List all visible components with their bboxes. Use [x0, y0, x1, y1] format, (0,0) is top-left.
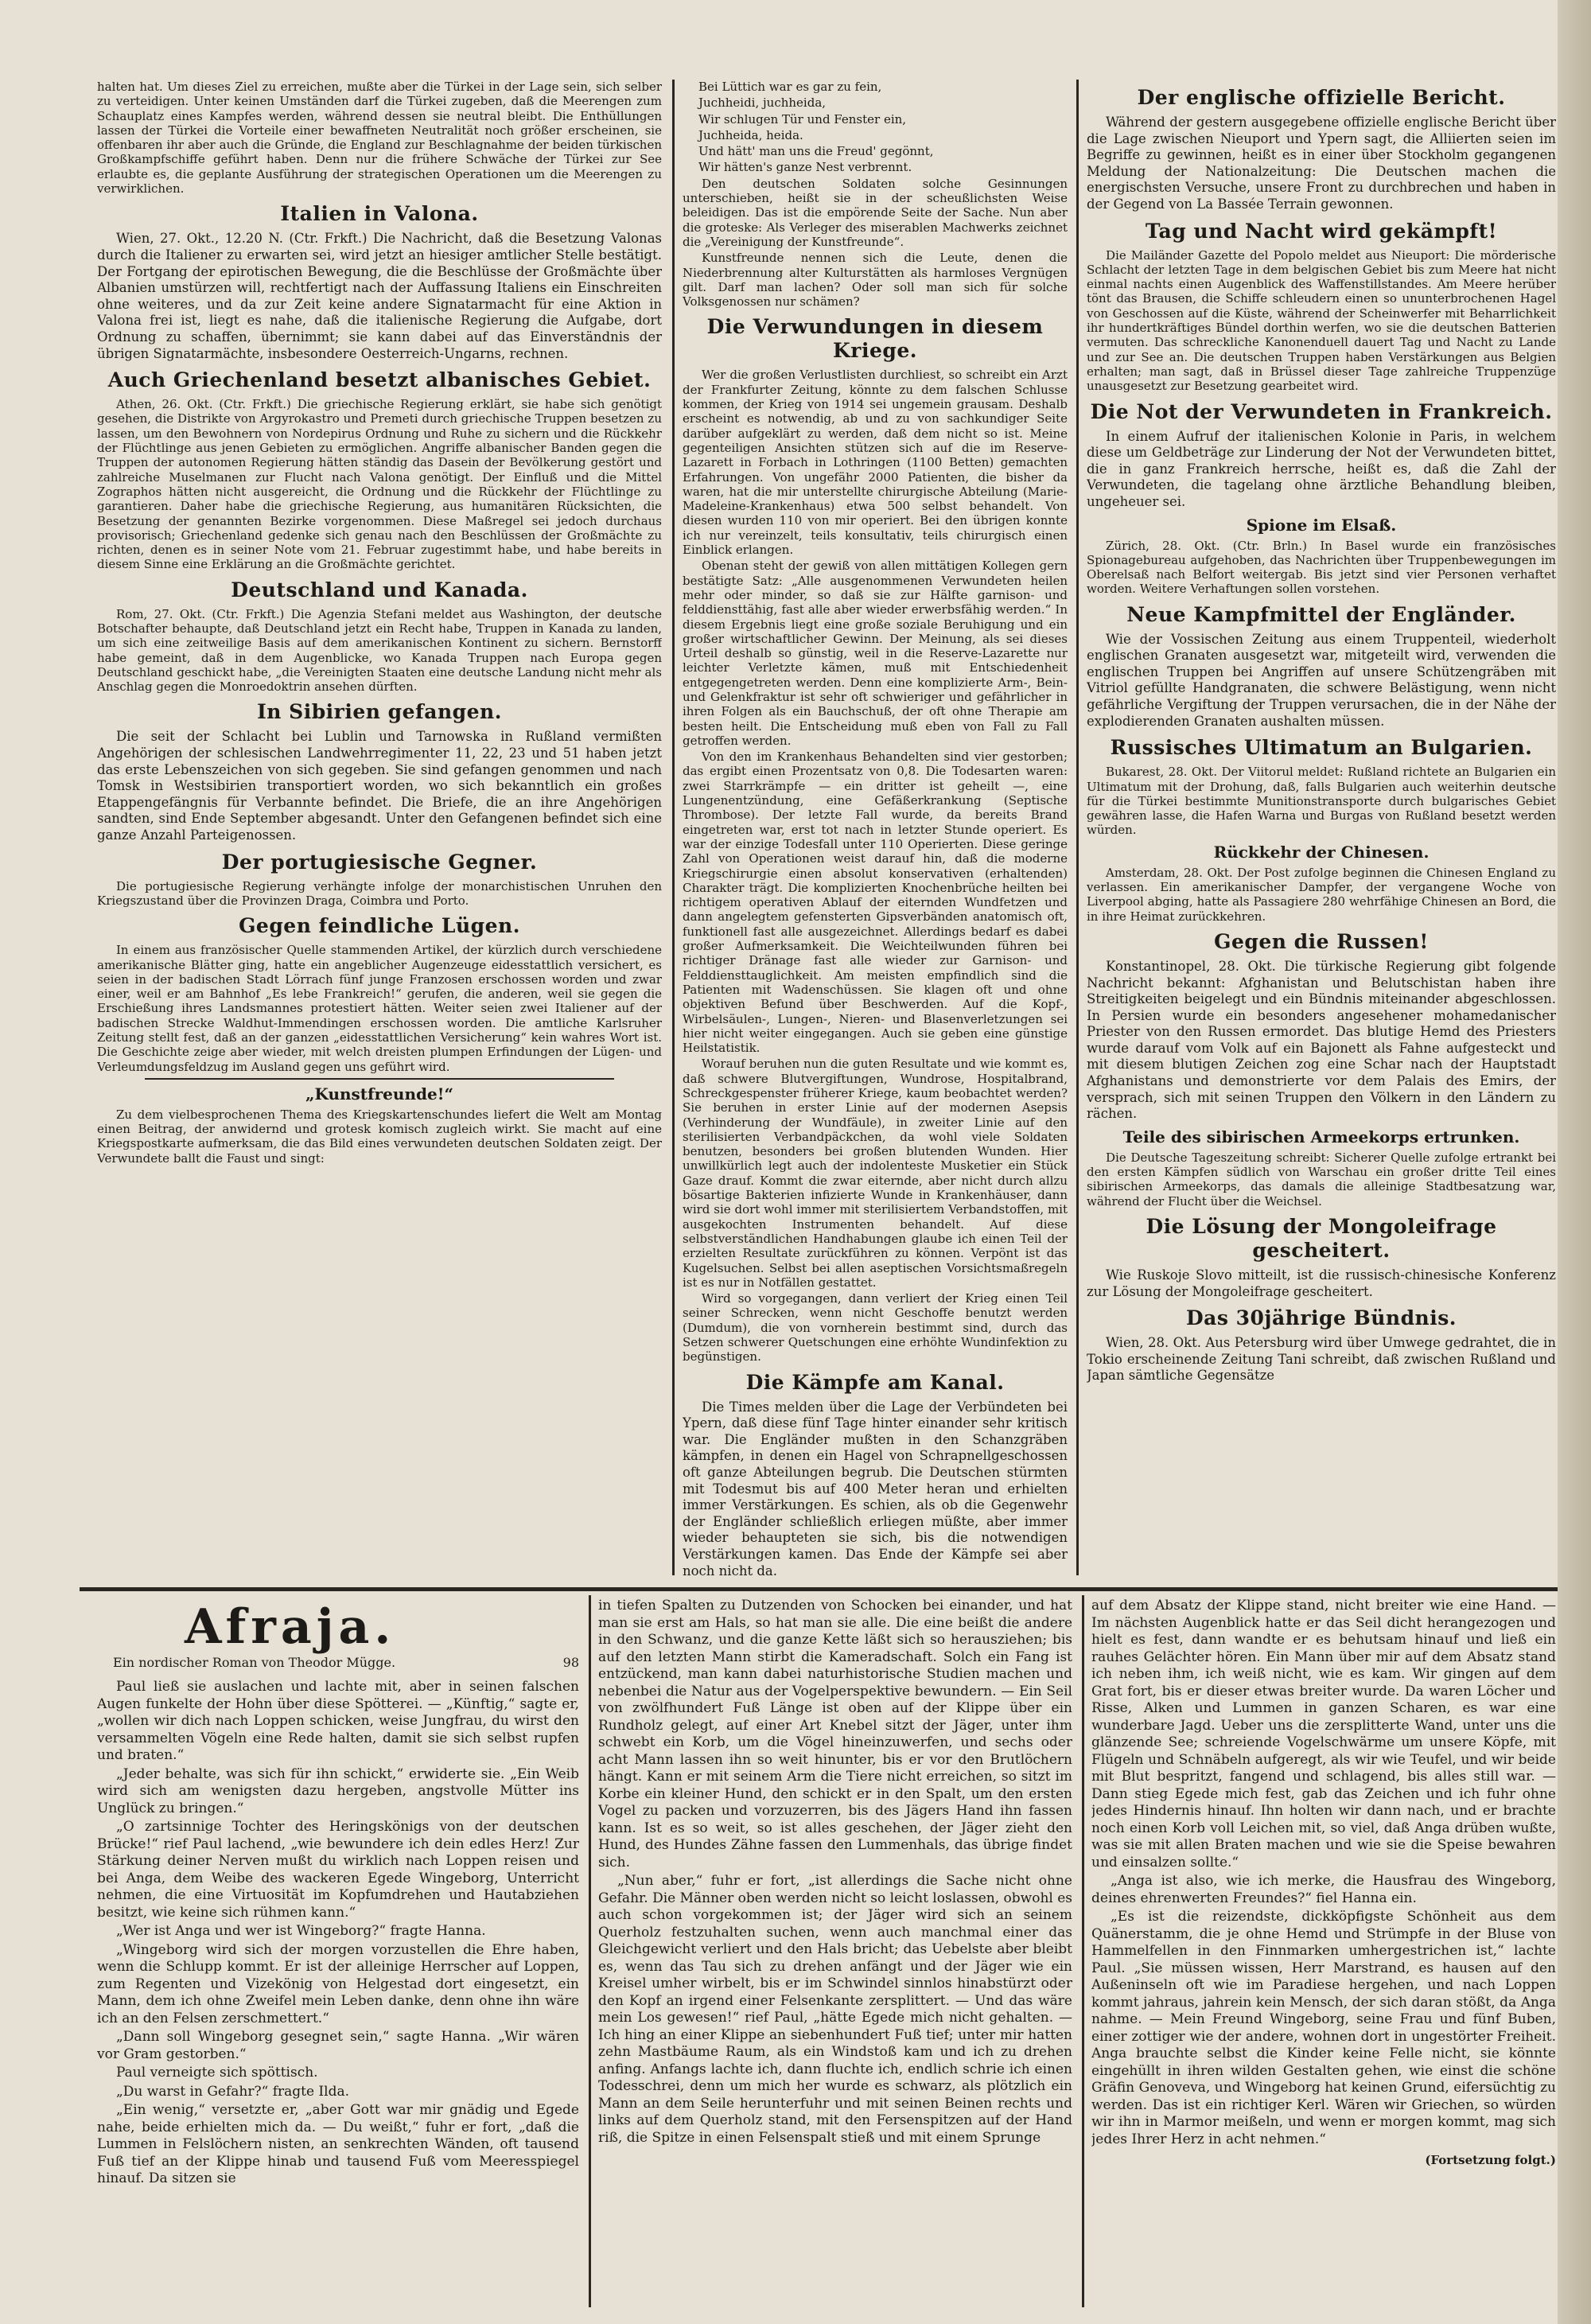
- article-paragraph: Wer die großen Verlustlisten durchliest, so schreibt ein Arzt der Frankfurter Zeitung, könnte zu dem falschen Schlusse kommen, der Krieg von 1914 sei ungemein grausam. Deshalb erscheint es notwendig, ab und zu von sachkundiger Seite darüber aufgeklärt zu werden, daß dem nicht so ist. Meine gegenteiligen Ansichten stützen sich auf die im Reserve-Lazarett in Forbach in Lothringen (1100 Betten) gemachten Erfahrungen. Von ungefähr 2000 Patienten, die bisher da waren, hat die mir unterstellte chirurgische Abteilung (Marie-Madeleine-Krankenhaus) etwa 500 selbst behandelt. Von diesen wurden 110 von mir operiert. Bei den übrigen konnte ich nur vereinzelt, teils konsultativ, teils chirurgisch einen Einblick erlangen.: [683, 368, 1068, 558]
- article-paragraph: Wie der Vossischen Zeitung aus einem Truppenteil, wiederholt englischen Granaten ausgesetzt war, mitgeteilt wird, verwenden die englischen Truppen bei Angriffen auf unsere Schützengräben mit Vitriol gefüllte Handgranaten, die schwere Belästigung, wenn nicht gefährliche Vergiftung der Truppen verursachen, die in der Nähe der explodierenden Granaten aushalten müssen.: [1087, 631, 1556, 729]
- article-paragraph: halten hat. Um dieses Ziel zu erreichen, mußte aber die Türkei in der Lage sein, sich selber zu verteidigen. Unter keinen Umständen darf die Türkei zugeben, daß die Meerengen zum Schauplatz eines Kampfes werden, während dessen sie neutral bleibt. Die Enthüllungen lassen der Türkei die Vorteile einer bewaffneten Neutralität noch größer erscheinen, sie offenbaren ihr aber auch die Gründe, die England zur Beschlagnahme der beiden türkischen Großkampfschiffe geführt haben. Denn nur die frühere Schwäche der Türkei zur See erlaubte es, die geplante Ausführung der strategischen Operationen um die Meerengen zu verwirklichen.: [97, 80, 662, 197]
- feuilleton-column-1: [97, 1598, 579, 2314]
- news-column-3: [1087, 80, 1556, 1579]
- article-subheadline: „Kunstfreunde!“: [305, 1084, 453, 1104]
- feuilleton-column-2: [598, 1598, 1072, 2314]
- article-paragraph: Den deutschen Soldaten solche Gesinnungen unterschieben, heißt sie in der scheußlichsten Weise beleidigen. Das ist die empörende Seite der Sache. Nun aber die groteske: Als Verleger des miserablen Machwerks zeichnet die „Vereinigung der Kunstfreunde“.: [683, 176, 1068, 249]
- feuilleton-title: Afraja.: [185, 1599, 396, 1655]
- section-divider: [145, 1078, 614, 1080]
- article-paragraph: Die Mailänder Gazette del Popolo meldet aus Nieuport: Die mörderische Schlacht der letzten Tage in dem belgischen Gebiet bis zum Meere hat nicht einmal nachts einen Augenblick des Waffenstillstandes. Am Meere herüber tönt das Brausen, die Schiffe schleudern einen so ununterbrochenen Hagel von Geschossen auf die Küste, während der Scheinwerfer mit Beharrlichkeit ihr hundertkräftiges Bündel dorthin werfen, wo sie die deutschen Batterien vermuten. Das schreckliche Kanonenduell dauert Tag und Nacht zu Lande und zur See an. Die deutschen Truppen haben Verstärkungen aus Belgien erhalten; man sagt, daß in Brüssel dieser Tage zahlreiche Truppenzüge unausgesetzt zur Besetzung gearbeitet wird.: [1087, 247, 1556, 394]
- article-headline: Gegen die Russen!: [1214, 929, 1429, 953]
- article-paragraph: Wird so vorgegangen, dann verliert der Krieg einen Teil seiner Schrecken, wenn nicht Geschoffe benutzt werden (Dumdum), die von vornherein bestimmt sind, durch das Setzen schwerer Quetschungen eine erhöhte Wundinfektion zu begünstigen.: [683, 1291, 1068, 1364]
- article-paragraph: Die Deutsche Tageszeitung schreibt: Sicherer Quelle zufolge ertrankt bei den ersten Kämpfen südlich von Warschau ein großer dritte Teil eines sibirischen Armeekorps, das damals die alleinige Stadtbesatzung war, während der Flucht über die Weichsel.: [1087, 1150, 1556, 1209]
- novel-paragraph: in tiefen Spalten zu Dutzenden von Schocken bei einander, und hat man sie erst am Hals, so hat man sie alle. Die eine beißt die andere in den Schwanz, und die ganze Kette läßt sich so herausziehen; bis auf den letzten Mann stirbt die Kameradschaft. Solch ein Fang ist entzückend, man kann dabei naturhistorische Studien machen und nebenbei die Natur aus der Vogelperspektive bewundern. — Ein Seil von zwölfhundert Fuß Länge ist oben auf der Klippe über ein Rundholz gelegt, auf einer Art Knebel sitzt der Jäger, unter ihm schwebt ein Korb, um die Vögel hineinzuwerfen, und sechs oder acht Mann lassen ihn so weit hinunter, bis er vor den Brutlöchern hängt. Kann er mit seinem Arm die Tiere nicht erreichen, so sitzt im Korbe ein kleiner Hund, den schickt er in den Spalt, um den ersten Vogel zu packen und vorzuzerren, bis des Jägers Hand ihn fassen kann. Ist es so weit, so ist alles geschehen, der Jäger zieht den Hund, des Hundes Zähne fassen den Lummenhals, das übrige findet sich.: [598, 1598, 1072, 1870]
- continuation-note: (Fortsetzung folgt.): [1425, 2153, 1556, 2167]
- article-paragraph: Wien, 28. Okt. Aus Petersburg wird über Umwege gedrahtet, die in Tokio erscheinende Zeitung Tani schreibt, daß zwischen Rußland und Japan sämtliche Gegensätze: [1087, 1335, 1556, 1384]
- article-paragraph: Athen, 26. Okt. (Ctr. Frkft.) Die griechische Regierung erklärt, sie habe sich genötigt gesehen, die Distrikte von Argyrokastro und Premeti durch griechische Truppen besetzen zu lassen, um den Bewohnern von Nordepirus Ordnung und Ruhe zu sichern und die Rückkehr der Flüchtlinge aus jenen Gebieten zu ermöglichen. Angriffe albanischer Banden gegen die Truppen der autonomen Regierung hätten ständig das Dasein der Bevölkerung gestört und zahlreiche Muselmanen zur Flucht nach Valona genötigt. Der Einfluß und die Mittel Zographos hätten nicht ausgereicht, die Ordnung und die Rückkehr der Flüchtlinge zu garantieren. Daher habe die griechische Regierung, aus humanitären Rücksichten, die Besetzung der genannten Bezirke vorgenommen. Diese Maßregel sei jedoch durchaus provisorisch; Griechenland gedenke sich genau nach den Beschlüssen der Großmächte zu richten, denen es in seiner Note vom 21. Februar zugestimmt habe, und habe bereits in diesem Sinne eine Erklärung an die Großmächte gerichtet.: [97, 397, 662, 572]
- article-headline: Der englische offizielle Bericht.: [1137, 86, 1506, 109]
- article-paragraph: Die portugiesische Regierung verhängte infolge der monarchistischen Unruhen den Kriegszustand über die Provinzen Draga, Coimbra und Porto.: [97, 878, 662, 908]
- feuilleton-subtitle: Ein nordischer Roman von Theodor Mügge.: [113, 1655, 396, 1670]
- article-paragraph: In einem aus französischer Quelle stammenden Artikel, der kürzlich durch verschiedene amerikanische Blätter ging, hatte ein angeblicher Augenzeuge eidesstattlich versichert, es seien in der badischen Stadt Lörrach fünf junge Franzosen erschossen worden und zwar einer, weil er am Bahnhof „Es lebe Frankreich!“ gerufen, die anderen, weil sie gegen die Erschießung ihres Landsmannes protestiert hätten. Weiter seien zwei Italiener auf der badischen Strecke Waldhut-Immendingen erschossen worden. Die amtliche Karlsruher Zeitung stellt fest, daß an der ganzen „eidesstattlichen Versicherung“ kein wahres Wort ist. Die Geschichte zeige aber wieder, mit welch dreisten plumpen Erfindungen der Lügen- und Verleumdungsfeldzug im Ausland gegen uns geführt wird.: [97, 943, 662, 1074]
- article-paragraph: Wien, 27. Okt., 12.20 N. (Ctr. Frkft.) Die Nachricht, daß die Besetzung Valonas durch die Italiener zu erwarten sei, wird jetzt an hiesiger amtlicher Stelle bestätigt. Der Fortgang der epirotischen Bewegung, die die Beschlüsse der Großmächte über Albanien umstürzen will, rechtfertigt nach der Auffassung Italiens ein Einschreiten ohne weiteres, und da zur Zeit keine andere Signatarmacht für eine Aktion in Valona frei ist, liegt es nahe, daß die italienische Regierung die Aufgabe, dort Ordnung zu schaffen, übernimmt; sie kann dabei auf das Einverständnis der übrigen Signatarmächte, insbesondere Oesterreich-Ungarns, rechnen.: [97, 231, 662, 361]
- news-column-2: [683, 80, 1068, 1579]
- novel-paragraph: „Es ist die reizendste, dickköpfigste Schönheit aus dem Quänerstamm, die je ohne Hemd und Strümpfe in der Bluse von Hammelfellen in den Finnmarken umhergestrichen ist,“ lachte Paul. „Sie müssen wissen, Herr Marstrand, es hausen auf den Außeninseln oft wie im Paradiese hergehen, und nach Loppen kommt jahraus, jahrein kein Mensch, der sich daran stößt, da Anga nahme. — Mein Freund Wingeborg, seine Frau und fünf Buben, einer zottiger wie der andere, wohnen dort in ungestörter Freiheit. Anga brauchte selbst die Kinder keine Felle nicht, sie könnte eingehüllt in ihren wilden Gestalten gehen, wie einst die schöne Gräfin Genoveva, und Wingeborg hat keinen Grund, eifersüchtig zu werden. Das ist ein richtiger Kerl. Wären wir Griechen, so würden wir ihn in Marmor meißeln, und wenn er morgen kommt, mag sich jedes Ihrer Herz in acht nehmen.“: [1091, 1909, 1556, 2147]
- column-rule: [589, 1595, 591, 2307]
- novel-paragraph: „Wer ist Anga und wer ist Wingeborg?“ fragte Hanna.: [116, 1923, 486, 1939]
- novel-paragraph: „Ein wenig,“ versetzte er, „aber Gott war mir gnädig und Egede nahe, beide erhielten mich da. — Du weißt,“ fuhr er fort, „daß die Lummen in Felslöchern nisten, an senkrechten Wänden, oft tausend Fuß tief an der Klippe hinab und tausend Fuß vom Meeresspiegel hinauf. Da sitzen sie: [97, 2102, 579, 2186]
- article-headline: Deutschland und Kanada.: [231, 578, 528, 601]
- article-paragraph: Kunstfreunde nennen sich die Leute, denen die Niederbrennung alter Kulturstätten als harmloses Vergnügen gilt. Darf man lachen? Oder soll man sich für solche Volksgenossen nur schämen?: [683, 251, 1068, 309]
- feuilleton-column-3: [1091, 1598, 1556, 2314]
- novel-paragraph: „Jeder behalte, was sich für ihn schickt,“ erwiderte sie. „Ein Weib wird sich am wenigsten dazu hergeben, angstvolle Mütter ins Unglück zu bringen.“: [97, 1765, 579, 1816]
- article-paragraph: Konstantinopel, 28. Okt. Die türkische Regierung gibt folgende Nachricht bekannt: Afghanistan und Belutschistan haben ihre Streitigkeiten beigelegt und ein Bündnis miteinander abgeschlossen. In Persien wurde ein besonders angesehener mohamedanischer Priester von den Russen ermordet. Das blutige Hemd des Priesters wurde darauf vom Volk auf ein Bajonett als Fahne aufgesteckt und mit diesem blutigen Zeichen zog eine Schar nach der Hauptstadt Afghanistans und demonstrierte vor dem Palais des Emirs, der versprach, sich mit seinen Truppen den Völkern in den Ländern zu rächen.: [1087, 958, 1556, 1122]
- article-headline: Der portugiesische Gegner.: [221, 850, 538, 874]
- article-headline: Russisches Ultimatum an Bulgarien.: [1110, 736, 1533, 760]
- article-paragraph: Zu dem vielbesprochenen Thema des Kriegskartenschundes liefert die Welt am Montag einen Beitrag, der anwidernd und grotesk komisch zugleich wirkt. Sie macht auf eine Kriegspostkarte aufmerksam, die das Bild eines verwundeten deutschen Soldaten zeigt. Der Verwundete ballt die Faust und singt:: [97, 1107, 662, 1166]
- article-headline: Neue Kampfmittel der Engländer.: [1126, 602, 1516, 626]
- column-rule: [672, 80, 675, 1575]
- article-paragraph: Wie Ruskoje Slovo mitteilt, ist die russisch-chinesische Konferenz zur Lösung der Mongoleifrage gescheitert.: [1087, 1267, 1556, 1299]
- novel-paragraph: „Nun aber,“ fuhr er fort, „ist allerdings die Sache nicht ohne Gefahr. Die Männer oben werden nicht so leicht loslassen, obwohl es auch schon vorgekommen ist; der Jäger wird sich an seinem Querholz festzuhalten suchen, wenn auch manchmal einer das Gleichgewicht verliert und den Hals bricht; das Uebelste aber bleibt es, wenn das Tau sich zu drehen anfängt und der Jäger wie ein Kreisel umher wirbelt, bis er im Schwindel sinnlos hinabstürzt oder den Kopf an irgend einer Felsenkante zersplittert. — Und das wäre mein Los gewesen!“ rief Paul, „hätte Egede mich nicht gehalten. — Ich hing an einer Klippe an siebenhundert Fuß tief; unter mir hatten zehn Mastbäume Raum, als ein Windstoß kam und ich zu drehen anfing. Anfangs lachte ich, dann fluchte ich, endlich schrie ich einen Todesschrei, denn um mich her wurde es schwarz, als plötzlich ein Mann an dem Seile herunterfuhr und mit seinen Beinen rechts und links auf dem Querholz stand, mit den Fersenspitzen auf der Hand riß, die Spitze in einen Felsenspalt stieß und mit einem Sprunge: [598, 1873, 1072, 2146]
- verse-line: Juchheidi, juchheida,: [698, 95, 827, 111]
- article-headline: Die Not der Verwundeten in Frankreich.: [1090, 399, 1553, 423]
- article-paragraph: Obenan steht der gewiß von allen mittätigen Kollegen gern bestätigte Satz: „Alle ausgenommenen Verwundeten heilen mehr oder minder, so daß sie zur Hälfte garnison- und felddiensttähig, fast alle aber wieder erwerbsfähig werden.“ In diesem Ergebnis liegt eine große soziale Beruhigung und ein großer wirtschaftlicher Gewinn. Der Meinung, als sei dieses Urteil deshalb so günstig, weil in die Reserve-Lazarette nur leichter Verletzte kämen, muß mit Entschiedenheit entgegengetreten werden. Denn eine komplizierte Arm-, Bein- und Gelenkfraktur ist sehr oft schwieriger und gefährlicher in ihren Folgen als ein Bauchschuß, der oft ohne Therapie am besten heilt. Die Entscheidung muß eben von Fall zu Fall getroffen werden.: [683, 559, 1068, 748]
- article-paragraph: Die seit der Schlacht bei Lublin und Tarnowska in Rußland vermißten Angehörigen der schlesischen Landwehrregimenter 11, 22, 23 und 51 haben jetzt das erste Lebenszeichen von sich gegeben. Sie sind gefangen genommen und nach Tomsk in Westsibirien transportiert worden, wo sich bekanntlich ein großes Etappengefängnis für Verbannte befindet. Die Briefe, die an ihre Angehörigen sandten, sind Ende September abgesandt. Unter den Gefangenen befindet sich eine ganze Anzahl Parteigenossen.: [97, 729, 662, 843]
- novel-paragraph: „Du warst in Gefahr?“ fragte Ilda.: [116, 2083, 350, 2100]
- article-paragraph: In einem Aufruf der italienischen Kolonie in Paris, in welchem diese um Geldbeträge zur Linderung der Not der Verwundeten bittet, die in ganz Frankreich herrsche, heißt es, daß die Zahl der Verwundeten, die tagelang ohne ärztliche Behandlung bleiben, ungeheuer sei.: [1087, 428, 1556, 509]
- verse-line: Bei Lüttich war es gar zu fein,: [698, 80, 882, 94]
- article-paragraph: Amsterdam, 28. Okt. Der Post zufolge beginnen die Chinesen England zu verlassen. Ein amerikanischer Dampfer, der vergangene Woche von Liverpool abging, hatte als Passagiere 280 wehrfähige Chinesen an Bord, die in ihre Heimat zurückkehren.: [1087, 865, 1556, 924]
- adjacent-page-edge: [1558, 0, 1591, 2324]
- article-paragraph: Rom, 27. Okt. (Ctr. Frkft.) Die Agenzia Stefani meldet aus Washington, der deutsche Botschafter behaupte, daß Deutschland jetzt ein Recht habe, Truppen in Kanada zu landen, um sich eine zeitweilige Basis auf dem amerikanischen Kontinent zu sichern. Bernstorff habe gemeint, daß in dem Augenblicke, wo Kanada Truppen nach Europa gegen Deutschland geschickt habe, „die Vereinigten Staaten eine deutsche Landung nicht mehr als Anschlag gegen die Monroedoktrin ansehen dürften.: [97, 606, 662, 695]
- column-rule: [1076, 80, 1079, 1575]
- article-subheadline: Teile des sibirischen Armeekorps ertrunken.: [1122, 1127, 1520, 1146]
- news-column-1: [97, 80, 662, 1579]
- article-headline: Die Lösung der Mongoleifrage gescheitert.: [1146, 1215, 1497, 1263]
- article-headline: Auch Griechenland besetzt albanisches Gebiet.: [107, 368, 652, 392]
- novel-paragraph: „O zartsinnige Tochter des Heringskönigs von der deutschen Brücke!“ rief Paul lachend, „wie bewundere ich dein edles Herz! Zur Stärkung deiner Nerven mußt du wirklich nach Loppen reisen und bei Anga, dem Weibe des wackeren Egede Wingeborg, Unterricht nehmen, die eine Virtuosität im Kopfumdrehen und Hautabziehen besitzt, wie keine sich rühmen kann.“: [97, 1819, 579, 1921]
- installment-number: 98: [562, 1655, 579, 1670]
- article-paragraph: Worauf beruhen nun die guten Resultate und wie kommt es, daß schwere Blutvergiftungen, Wundrose, Hospitalbrand, Schreckgespenster früherer Kriege, kaum beobachtet werden? Sie beruhen in erster Linie auf der modernen Asepsis (Verhinderung der Wundfäule), in zweiter Linie auf den sterilisierten Verbandpäckchen, da wohl viele Soldaten benutzen, besonders bei großen blutenden Wunden. Hier unwillkürlich legt auch der indolenteste Musketier ein Stück Gaze drauf. Kommt die zwar eiternde, aber nicht durch allzu bösartige Bakterien infizierte Wunde in Krankenhäuser, dann wird sie dort wohl immer mit sterilisiertem Verbandstoffen, mit ausgekochten Instrumenten behandelt. Auf diese selbstverständlichen Handhabungen glaube ich einen Teil der erzielten Resultate zurückführen zu können. Verpönt ist das Kugelsuchen. Selbst bei allen aseptischen Vorsichtsmaßregeln ist es nur in Notfällen gestattet.: [683, 1057, 1068, 1290]
- article-headline: Das 30jährige Bündnis.: [1185, 1306, 1457, 1330]
- article-subheadline: Spione im Elsaß.: [1246, 515, 1397, 535]
- novel-paragraph: auf dem Absatz der Klippe stand, nicht breiter wie eine Hand. — Im nächsten Augenblick hatte er das Seil dicht herangezogen und hielt es fest, dann wandte er es behutsam hinauf und ließ ein rauhes Gelächter hören. Ein Mann über mir auf dem Absatz stand ich neben ihm, ich weiß nicht, wie es kam. Wir gingen auf dem Grat fort, bis er dieser etwas breiter wurde. Da waren Löcher und Risse, Alken und Lummen in ganzen Scharen, es war eine wunderbare Jagd. Ueber uns die zersplitterte Wand, unter uns die glänzende See; schreiende Vogelschwärme um unsere Köpfe, mit Flügeln und Schnäbeln aufgeregt, als wir wie Teufel, und wir beide mit Blut bespritzt, fangend und schlagend, bis alles still war. — Dann stieg Egede mich fest, gab das Zeichen und ich fuhr ohne jedes Hindernis hinauf. Ihn holten wir dann nach, und er brachte noch einen Korb voll Leichen mit, so viel, daß Anga drüben wußte, was sie mit allen Braten machen und wie sie die Speise bewahren und einsalzen sollte.“: [1091, 1598, 1556, 1870]
- column-rule: [1082, 1595, 1084, 2307]
- article-paragraph: Zürich, 28. Okt. (Ctr. Brln.) In Basel wurde ein französisches Spionagebureau aufgehoben, das Nachrichten über Truppenbewegungen im Oberelsaß nach Belfort weitergab. Bis jetzt sind vier Personen verhaftet worden. Weitere Verhaftungen sollen vorstehen.: [1087, 538, 1556, 597]
- article-headline: Gegen feindliche Lügen.: [239, 914, 520, 938]
- article-paragraph: Während der gestern ausgegebene offizielle englische Bericht über die Lage zwischen Nieuport und Ypern sagt, die Alliierten seien im Begriffe zu gewinnen, heißt es in einer über Stockholm gegangenen Meldung der Nationalzeitung: Die Deutschen machen die energischsten Versuche, unsere Front zu durchbrechen und haben in der Gegend von La Bassée Terrain gewonnen.: [1087, 115, 1556, 212]
- novel-paragraph: „Anga ist also, wie ich merke, die Hausfrau des Wingeborg, deines ehrenwerten Freundes?“ fiel Hanna ein.: [1091, 1873, 1556, 1906]
- article-headline: Tag und Nacht wird gekämpft!: [1145, 219, 1498, 243]
- feuilleton-rule: [80, 1587, 1558, 1591]
- novel-paragraph: „Dann soll Wingeborg gesegnet sein,“ sagte Hanna. „Wir wären vor Gram gestorben.“: [97, 2029, 579, 2062]
- article-headline: Italien in Valona.: [280, 202, 479, 226]
- verse-line: Wir hätten's ganze Nest verbrennt.: [698, 160, 912, 175]
- article-headline: In Sibirien gefangen.: [257, 700, 502, 724]
- article-headline: Die Verwundungen in diesem Kriege.: [706, 315, 1044, 363]
- article-headline: Die Kämpfe am Kanal.: [745, 1370, 1005, 1394]
- verse-line: Juchheida, heida.: [698, 127, 803, 142]
- article-subheadline: Rückkehr der Chinesen.: [1213, 842, 1430, 862]
- novel-paragraph: Paul verneigte sich spöttisch.: [116, 2065, 318, 2081]
- article-paragraph: Die Times melden über die Lage der Verbündeten bei Ypern, daß diese fünf Tage hinter einander sehr kritisch war. Die Engländer mußten in den Schanzgräben kämpfen, in denen ein Hagel von Schrapnellgeschossen oft ganze Abteilungen begrub. Die Deutschen stürmten mit Todesmut bis auf 400 Meter heran und erhielten immer Verstärkungen. Es schien, als ob die Gegenwehr der Engländer schließlich erliegen müßte, aber immer wieder behaupteten sie sich, bis die notwendigen Verstärkungen kamen. Das Ende der Kämpfe sei aber noch nicht da.: [683, 1399, 1068, 1579]
- novel-paragraph: Paul ließ sie auslachen und lachte mit, aber in seinen falschen Augen funkelte der Hohn über diese Spötterei. — „Künftig,“ sagte er, „wollen wir dich nach Loppen schicken, weise Jungfrau, du wirst den versammelten Vögeln eine Rede halten, damit sie sich selbst rupfen und braten.“: [97, 1679, 579, 1763]
- feuilleton-byline: [113, 1655, 579, 1671]
- article-paragraph: Bukarest, 28. Okt. Der Viitorul meldet: Rußland richtete an Bulgarien ein Ultimatum mit der Drohung, daß, falls Bulgarien auch weiterhin deutsche für die Türkei bestimmte Munitionstransporte durch bulgarisches Gebiet gewähren lasse, die Hafen Warna und Burgas von Rußland besetzt werden würden.: [1087, 765, 1556, 838]
- verse-line: Wir schlugen Tür und Fenster ein,: [698, 111, 907, 127]
- verse-line: Und hätt' man uns die Freud' gegönnt,: [698, 144, 934, 159]
- novel-paragraph: „Wingeborg wird sich der morgen vorzustellen die Ehre haben, wenn die Schlupp kommt. Er ist der alleinige Herrscher auf Loppen, zum Regenten und Vizekönig von Helgestad dort eingesetzt, ein Mann, dem ich ohne Zweifel mein Leben danke, denn ohne ihn wäre ich an den Felsen zerschmettert.“: [97, 1941, 579, 2026]
- article-paragraph: Von den im Krankenhaus Behandelten sind vier gestorben; das ergibt einen Prozentsatz von 0,8. Die Todesarten waren: zwei Starrkrämpfe — ein dritter ist geheilt —, eine Lungenentzündung, eine Gefäßerkrankung (Septische Thrombose). Der letzte Fall wurde, da bereits Brand eingetreten war, erst tot nach in letzter Stunde operiert. Es war der einzige Todesfall unter 110 Operierten. Diese geringe Zahl von Operationen weist darauf hin, daß die moderne Kriegschirurgie einen absolut konservativen (erhaltenden) Charakter trägt. Die komplizierten Knochenbrüche heilten bei richtigem operativen Ablauf der eiternden Wundfetzen und dann angelegtem gefensterten Gipsverbänden anatomisch oft, funktionell fast alle ausgezeichnet. Allerdings bedarf es dabei großer Aufmerksamkeit. Die Weichteilwunden führen bei richtiger Dränage fast alle wieder zur Garnison- und Felddiensttauglichkeit. Am meisten empfindlich sind die Patienten mit Wadenschüssen. Sie klagen oft und ohne objektiven Befund über Beschwerden. Auf die Kopf-, Wirbelsäulen-, Lungen-, Nieren- und Blasenverletzungen sei hier nicht weiter eingegangen. Auch sie geben eine günstige Heilstatistik.: [683, 749, 1068, 1056]
